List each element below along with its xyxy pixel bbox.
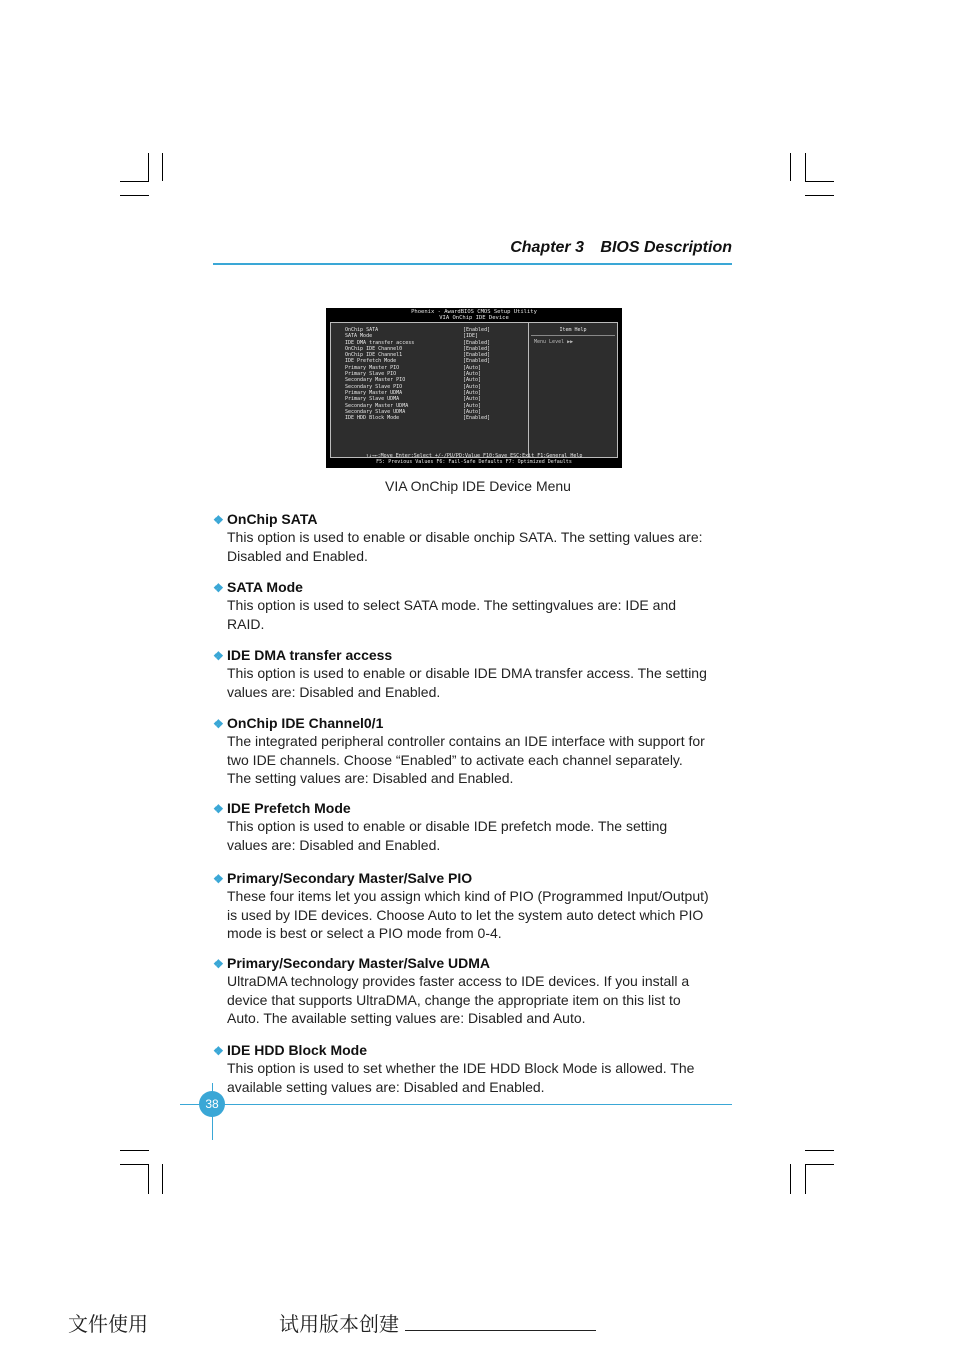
crop-mark	[120, 181, 149, 182]
bios-footer-defaults: F5: Previous Values F6: Fail-Safe Defaults F7: Optimized Defaults	[376, 459, 572, 465]
crop-mark	[790, 1164, 791, 1194]
bios-item-label[interactable]: Secondary Slave UDMA	[345, 408, 406, 415]
bios-item-list	[345, 327, 414, 421]
bios-item-value[interactable]: [Enabled]	[463, 415, 491, 422]
option-title	[213, 510, 733, 528]
bios-item-label[interactable]: SATA Mode	[345, 333, 373, 340]
description-line: values are: Disabled and Enabled.	[227, 683, 441, 700]
description-line: Disabled and Enabled.	[227, 547, 368, 564]
watermark-left: 文件使用	[68, 1312, 148, 1336]
option-section	[213, 646, 733, 701]
option-title-text: OnChip IDE Channel0/1	[227, 715, 384, 731]
option-description	[227, 972, 733, 1028]
description-line: This option is used to enable or disable onchip SATA. The setting values are:	[227, 529, 703, 545]
page-footer-rule	[180, 1104, 732, 1105]
option-description	[227, 817, 733, 854]
description-line: This option is used to enable or disable IDE prefetch mode. The setting	[227, 818, 668, 834]
option-section	[213, 714, 733, 788]
watermark-right: 试用版本创建	[279, 1312, 399, 1336]
option-title-text: Primary/Secondary Master/Salve PIO	[227, 870, 473, 886]
diamond-bullet-icon: ❖	[213, 649, 224, 663]
bios-item-label[interactable]: IDE DMA transfer access	[345, 339, 415, 346]
diamond-bullet-icon: ❖	[213, 513, 224, 527]
bios-menu-frame	[330, 322, 618, 458]
option-title	[213, 578, 733, 596]
crop-mark	[120, 1150, 149, 1151]
diamond-bullet-icon: ❖	[213, 872, 224, 886]
bios-item-label[interactable]: IDE Prefetch Mode	[345, 358, 397, 365]
bios-help-title: Item Help	[531, 327, 615, 336]
bios-item-value[interactable]: [Auto]	[463, 408, 482, 415]
bios-item-label[interactable]: OnChip SATA	[345, 327, 379, 333]
bios-item-value[interactable]: [Auto]	[463, 396, 482, 403]
bios-item-label[interactable]: Secondary Master UDMA	[345, 402, 409, 409]
chapter-header	[213, 239, 732, 265]
option-title	[213, 646, 733, 664]
crop-mark	[805, 153, 806, 181]
option-section	[213, 578, 733, 633]
option-description	[227, 596, 733, 633]
bios-item-value[interactable]: [Auto]	[463, 389, 482, 396]
description-line: mode is best or select a PIO mode from 0-4.	[227, 925, 502, 941]
description-line: Auto. The available setting values are: Disabled and Auto.	[227, 1010, 586, 1026]
option-title-text: IDE DMA transfer access	[227, 647, 393, 663]
description-line: RAID.	[227, 615, 265, 632]
description-line: values are: Disabled and Enabled.	[227, 836, 441, 853]
option-title-text: OnChip SATA	[227, 511, 318, 527]
crop-mark	[805, 195, 834, 196]
bios-item-label[interactable]: Primary Slave UDMA	[345, 396, 400, 403]
option-description	[227, 664, 733, 701]
bios-item-label[interactable]: IDE HDD Block Mode	[345, 415, 400, 422]
option-title	[213, 869, 733, 887]
crop-mark	[805, 181, 834, 182]
bios-item-value[interactable]: [Enabled]	[463, 339, 491, 346]
option-description	[227, 732, 733, 788]
bios-item-label[interactable]: Primary Master UDMA	[345, 389, 403, 396]
figure-caption: VIA OnChip IDE Device Menu	[385, 478, 571, 494]
bios-item-label[interactable]: Secondary Master PIO	[345, 377, 406, 384]
crop-mark	[805, 1150, 834, 1151]
description-line: The setting values are: Disabled and Enabled.	[227, 770, 514, 786]
diamond-bullet-icon: ❖	[213, 957, 224, 971]
description-line: This option is used to enable or disable IDE DMA transfer access. The setting	[227, 665, 707, 681]
option-description	[227, 528, 733, 565]
bios-item-value[interactable]: [Auto]	[463, 371, 482, 378]
bios-screenshot	[326, 308, 622, 468]
bios-footer-keys: ↑↓→←:Move Enter:Select +/-/PU/PD:Value F10:Save ESC:Exit F1:General Help	[365, 453, 583, 459]
bios-menu-level: Menu Level ▶▶	[534, 339, 574, 345]
watermark-underline	[405, 1330, 596, 1331]
bios-item-label[interactable]: OnChip IDE Channel1	[345, 352, 403, 359]
option-section	[213, 869, 733, 943]
bios-help-panel	[531, 327, 615, 345]
option-section	[213, 510, 733, 565]
option-section	[213, 799, 733, 854]
chapter-title: BIOS Description	[600, 239, 732, 256]
bios-item-value[interactable]: [Enabled]	[463, 345, 491, 352]
crop-mark	[805, 1164, 806, 1194]
chapter-label: Chapter 3	[510, 239, 584, 256]
diamond-bullet-icon: ❖	[213, 717, 224, 731]
option-title	[213, 1041, 733, 1059]
description-line: This option is used to select SATA mode. The settingvalues are: IDE and	[227, 597, 677, 613]
description-line: available setting values are: Disabled and Enabled.	[227, 1078, 545, 1095]
crop-mark	[162, 153, 163, 181]
option-title-text: IDE Prefetch Mode	[227, 800, 351, 816]
bios-item-value[interactable]: [Enabled]	[463, 327, 491, 333]
bios-title: Phoenix - AwardBIOS CMOS Setup Utility	[411, 309, 537, 315]
bios-item-value[interactable]: [Enabled]	[463, 352, 491, 359]
option-title	[213, 799, 733, 817]
description-line: This option is used to set whether the IDE HDD Block Mode is allowed. The	[227, 1060, 695, 1076]
option-title-text: SATA Mode	[227, 579, 303, 595]
crop-mark	[148, 1164, 149, 1194]
bios-item-value[interactable]: [IDE]	[463, 333, 479, 340]
description-line: is used by IDE devices. Choose Auto to let the system auto detect which PIO	[227, 906, 704, 923]
crop-mark	[120, 1164, 149, 1165]
option-title-text: IDE HDD Block Mode	[227, 1042, 368, 1058]
option-section	[213, 954, 733, 1028]
description-line: two IDE channels. Choose “Enabled” to activate each channel separately.	[227, 751, 683, 768]
crop-mark	[805, 1164, 834, 1165]
description-line: These four items let you assign which kind of PIO (Programmed Input/Output)	[227, 888, 709, 904]
bios-item-value[interactable]: [Auto]	[463, 402, 482, 409]
description-line: The integrated peripheral controller contains an IDE interface with support for	[227, 733, 705, 749]
option-description	[227, 887, 733, 943]
crop-mark	[148, 153, 149, 181]
bios-value-list	[463, 327, 490, 421]
bios-item-label[interactable]: Primary Master PIO	[345, 364, 400, 371]
bios-item-value[interactable]: [Auto]	[463, 364, 482, 371]
crop-mark	[162, 1164, 163, 1194]
diamond-bullet-icon: ❖	[213, 581, 224, 595]
option-title	[213, 954, 733, 972]
description-line: UltraDMA technology provides faster access to IDE devices. If you install a	[227, 973, 690, 989]
option-title	[213, 714, 733, 732]
option-description	[227, 1059, 733, 1096]
diamond-bullet-icon: ❖	[213, 1044, 224, 1058]
bios-item-label[interactable]: Primary Slave PIO	[345, 371, 397, 378]
diamond-bullet-icon: ❖	[213, 802, 224, 816]
bios-item-value[interactable]: [Enabled]	[463, 358, 491, 365]
page-number: 38	[199, 1091, 225, 1117]
option-title-text: Primary/Secondary Master/Salve UDMA	[227, 955, 490, 971]
bios-item-value[interactable]: [Auto]	[463, 377, 482, 384]
bios-divider	[528, 323, 529, 457]
bios-item-label[interactable]: Secondary Slave PIO	[345, 383, 403, 390]
description-line: device that supports UltraDMA, change the appropriate item on this list to	[227, 991, 681, 1008]
bios-subtitle: VIA OnChip IDE Device	[439, 315, 509, 321]
crop-mark	[790, 153, 791, 181]
bios-item-value[interactable]: [Auto]	[463, 383, 482, 390]
bios-item-label[interactable]: OnChip IDE Channel0	[345, 345, 403, 352]
crop-mark	[120, 195, 149, 196]
option-section	[213, 1041, 733, 1096]
